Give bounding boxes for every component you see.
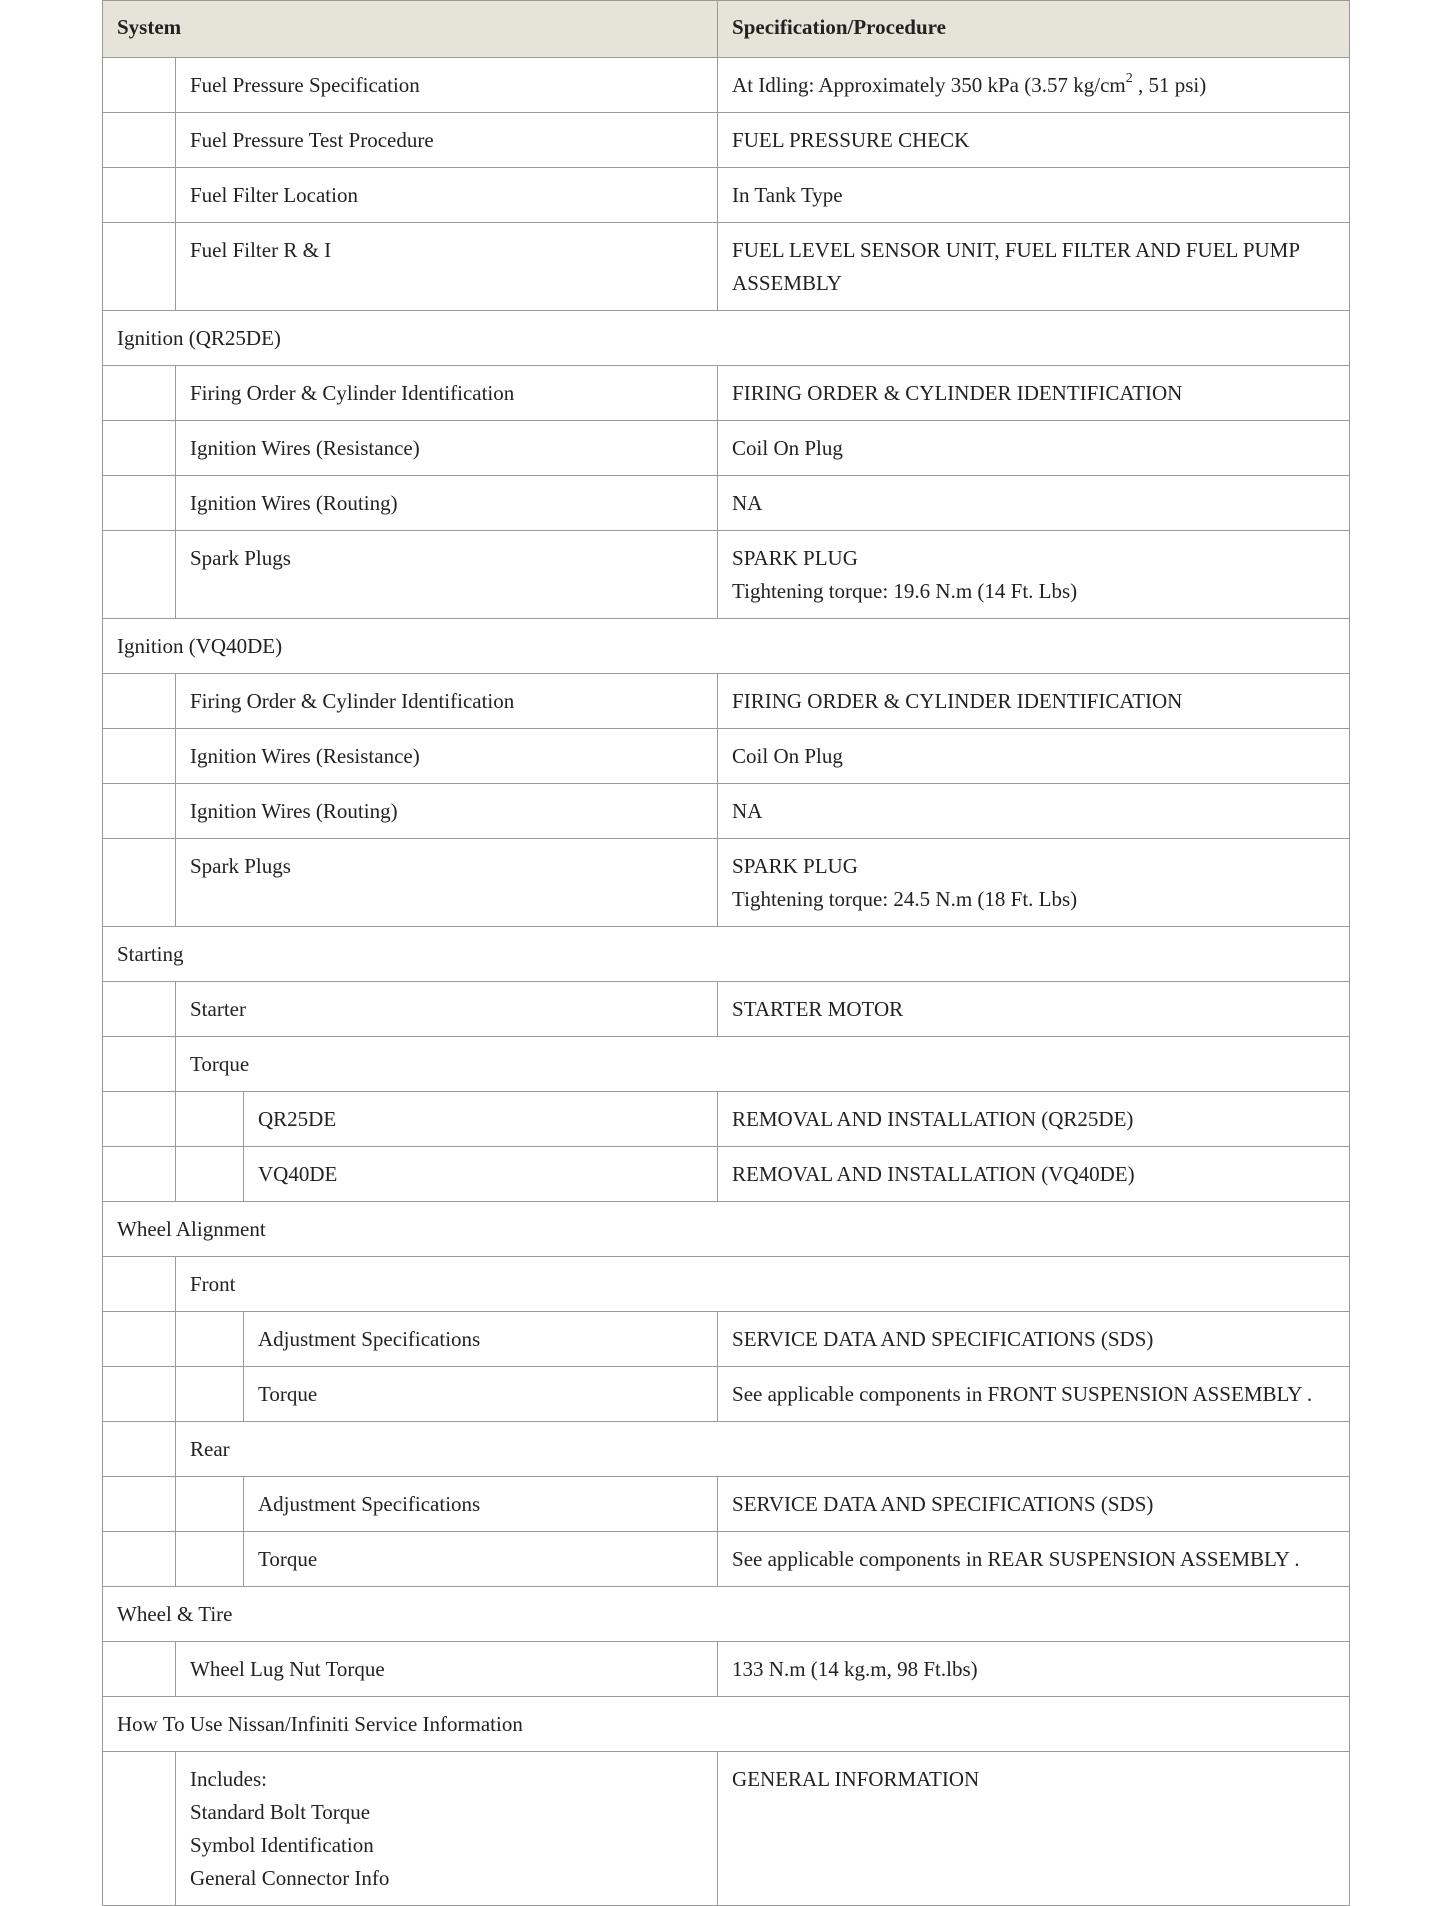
indent-cell — [103, 674, 176, 729]
row-value: SERVICE DATA AND SPECIFICATIONS (SDS) — [718, 1477, 1350, 1532]
row-label: Spark Plugs — [176, 531, 718, 619]
row-value: In Tank Type — [718, 168, 1350, 223]
row-value: NA — [718, 476, 1350, 531]
specification-table — [102, 0, 1350, 1906]
table-row — [103, 729, 1350, 784]
table-row — [103, 421, 1350, 476]
section-row-wheel-alignment — [103, 1202, 1350, 1257]
table-row — [103, 113, 1350, 168]
indent-cell — [103, 1037, 176, 1092]
indent-cell — [103, 1092, 176, 1147]
indent-cell — [103, 729, 176, 784]
section-title: Wheel & Tire — [103, 1587, 1350, 1642]
section-row-ignition-qr25de — [103, 311, 1350, 366]
row-label: VQ40DE — [244, 1147, 718, 1202]
row-value: See applicable components in FRONT SUSPENSION ASSEMBLY . — [718, 1367, 1350, 1422]
section-title: Ignition (VQ40DE) — [103, 619, 1350, 674]
indent-cell — [103, 476, 176, 531]
row-label: Ignition Wires (Routing) — [176, 784, 718, 839]
row-value: STARTER MOTOR — [718, 982, 1350, 1037]
row-label: Fuel Pressure Specification — [176, 58, 718, 113]
indent-cell — [103, 58, 176, 113]
indent-cell — [103, 223, 176, 311]
indent-cell — [103, 1312, 176, 1367]
row-value: FUEL LEVEL SENSOR UNIT, FUEL FILTER AND FUEL PUMP ASSEMBLY — [718, 223, 1350, 311]
row-value: NA — [718, 784, 1350, 839]
row-label: Ignition Wires (Resistance) — [176, 729, 718, 784]
indent-cell — [103, 1147, 176, 1202]
subgroup-row-rear — [103, 1422, 1350, 1477]
section-row-wheel-tire — [103, 1587, 1350, 1642]
table-row — [103, 784, 1350, 839]
value-text: , 51 psi) — [1132, 73, 1207, 97]
table-row — [103, 476, 1350, 531]
indent-cell — [103, 839, 176, 927]
table-row — [103, 1477, 1350, 1532]
row-value: REMOVAL AND INSTALLATION (QR25DE) — [718, 1092, 1350, 1147]
table-header-row — [103, 1, 1350, 58]
row-label: Torque — [244, 1367, 718, 1422]
table-row — [103, 366, 1350, 421]
table-row — [103, 1092, 1350, 1147]
row-label: Ignition Wires (Routing) — [176, 476, 718, 531]
row-label: Ignition Wires (Resistance) — [176, 421, 718, 476]
row-label: Starter — [176, 982, 718, 1037]
row-label: Wheel Lug Nut Torque — [176, 1642, 718, 1697]
superscript: 2 — [1125, 71, 1133, 86]
indent-cell — [103, 366, 176, 421]
subgroup-row-torque — [103, 1037, 1350, 1092]
row-value: 133 N.m (14 kg.m, 98 Ft.lbs) — [718, 1642, 1350, 1697]
row-value: GENERAL INFORMATION — [718, 1752, 1350, 1906]
indent-cell — [176, 1147, 244, 1202]
section-title: Starting — [103, 927, 1350, 982]
table-row — [103, 223, 1350, 311]
indent-cell — [103, 1367, 176, 1422]
indent-cell — [103, 168, 176, 223]
value-line: SPARK PLUG — [732, 546, 858, 570]
indent-cell — [103, 1477, 176, 1532]
row-label: Fuel Pressure Test Procedure — [176, 113, 718, 168]
section-row-ignition-vq40de — [103, 619, 1350, 674]
subgroup-title: Front — [176, 1257, 1350, 1312]
row-label: Firing Order & Cylinder Identification — [176, 366, 718, 421]
indent-cell — [103, 1642, 176, 1697]
row-value: FIRING ORDER & CYLINDER IDENTIFICATION — [718, 366, 1350, 421]
row-label: QR25DE — [244, 1092, 718, 1147]
indent-cell — [103, 784, 176, 839]
row-value — [718, 839, 1350, 927]
row-value: REMOVAL AND INSTALLATION (VQ40DE) — [718, 1147, 1350, 1202]
table-row — [103, 1147, 1350, 1202]
indent-cell — [176, 1312, 244, 1367]
table-row — [103, 1367, 1350, 1422]
row-label: Spark Plugs — [176, 839, 718, 927]
row-value: See applicable components in REAR SUSPENSION ASSEMBLY . — [718, 1532, 1350, 1587]
subgroup-title: Rear — [176, 1422, 1350, 1477]
indent-cell — [176, 1092, 244, 1147]
table-row — [103, 674, 1350, 729]
row-label — [176, 1752, 718, 1906]
indent-cell — [103, 531, 176, 619]
row-label: Fuel Filter Location — [176, 168, 718, 223]
section-title: How To Use Nissan/Infiniti Service Information — [103, 1697, 1350, 1752]
table-row — [103, 58, 1350, 113]
row-value: Coil On Plug — [718, 729, 1350, 784]
table-row — [103, 839, 1350, 927]
indent-cell — [103, 113, 176, 168]
subgroup-title: Torque — [176, 1037, 1350, 1092]
row-value: FUEL PRESSURE CHECK — [718, 113, 1350, 168]
indent-cell — [103, 421, 176, 476]
table-row — [103, 168, 1350, 223]
row-label: Adjustment Specifications — [244, 1477, 718, 1532]
row-value: SERVICE DATA AND SPECIFICATIONS (SDS) — [718, 1312, 1350, 1367]
table-row — [103, 982, 1350, 1037]
indent-cell — [103, 1532, 176, 1587]
value-text: At Idling: Approximately 350 kPa (3.57 kg/cm — [732, 73, 1126, 97]
table-row — [103, 1312, 1350, 1367]
label-line: Symbol Identification — [190, 1833, 374, 1857]
table-row — [103, 1642, 1350, 1697]
row-value: FIRING ORDER & CYLINDER IDENTIFICATION — [718, 674, 1350, 729]
subgroup-row-front — [103, 1257, 1350, 1312]
indent-cell — [103, 982, 176, 1037]
row-value: Coil On Plug — [718, 421, 1350, 476]
column-header-spec: Specification/Procedure — [718, 1, 1350, 58]
label-line: Standard Bolt Torque — [190, 1800, 371, 1824]
section-row-starting — [103, 927, 1350, 982]
indent-cell — [176, 1367, 244, 1422]
label-line: Includes: — [190, 1767, 267, 1791]
row-value — [718, 531, 1350, 619]
indent-cell — [103, 1422, 176, 1477]
section-row-how-to-use — [103, 1697, 1350, 1752]
table-row — [103, 531, 1350, 619]
section-title: Wheel Alignment — [103, 1202, 1350, 1257]
row-label: Fuel Filter R & I — [176, 223, 718, 311]
indent-cell — [176, 1477, 244, 1532]
table-row — [103, 1752, 1350, 1906]
section-title: Ignition (QR25DE) — [103, 311, 1350, 366]
indent-cell — [176, 1532, 244, 1587]
table-row — [103, 1532, 1350, 1587]
value-line: Tightening torque: 24.5 N.m (18 Ft. Lbs) — [732, 887, 1078, 911]
indent-cell — [103, 1752, 176, 1906]
row-value — [718, 58, 1350, 113]
value-line: Tightening torque: 19.6 N.m (14 Ft. Lbs) — [732, 579, 1078, 603]
value-line: SPARK PLUG — [732, 854, 858, 878]
indent-cell — [103, 1257, 176, 1312]
row-label: Firing Order & Cylinder Identification — [176, 674, 718, 729]
label-line: General Connector Info — [190, 1866, 390, 1890]
row-label: Torque — [244, 1532, 718, 1587]
row-label: Adjustment Specifications — [244, 1312, 718, 1367]
column-header-system: System — [103, 1, 718, 58]
